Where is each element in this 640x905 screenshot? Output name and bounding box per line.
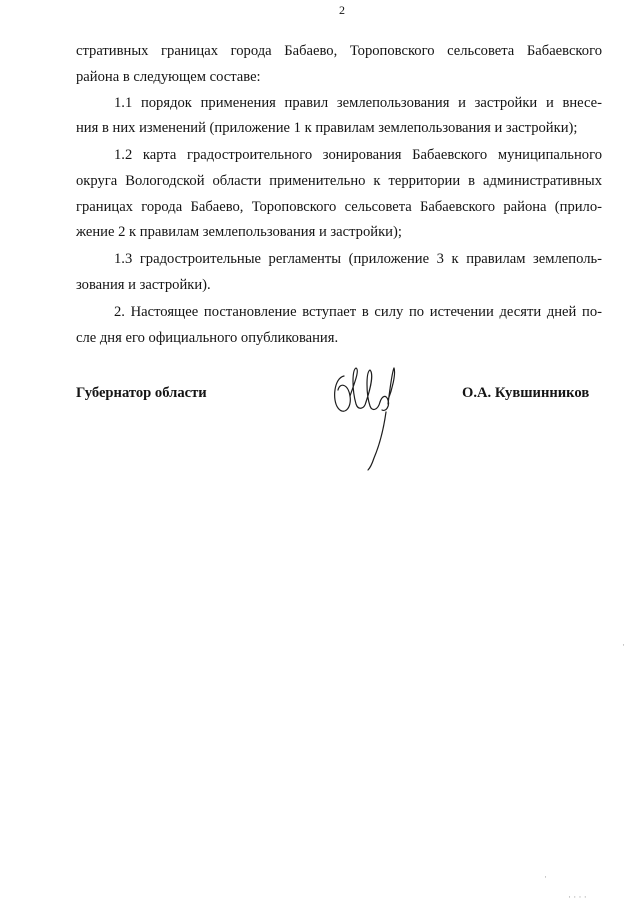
signatory-position: Губернатор области: [76, 385, 207, 401]
list-item-1-3-cont: зования и застройки).: [76, 277, 211, 293]
scan-speckle: · · · ·: [568, 892, 587, 902]
list-item-1-1-cont: ния в них изменений (приложение 1 к правилам землепользования и застройки);: [76, 120, 578, 136]
paragraph-line: района в следующем составе:: [76, 69, 261, 85]
page-number: 2: [339, 3, 345, 17]
scan-speckle: ·: [622, 640, 625, 650]
handwritten-signature: [326, 360, 402, 472]
list-item-1-3: 1.3 градостроительные регламенты (приложение 3 к правилам землеполь-: [114, 251, 602, 267]
list-item-1-2-cont: жение 2 к правилам землепользования и застройки);: [76, 224, 402, 240]
paragraph-line: стративных границах города Бабаево, Тороповского сельсовета Бабаевского: [76, 43, 602, 59]
scan-speckle: ·: [544, 872, 547, 882]
list-item-1-2-cont: округа Вологодской области применительно к территории в административных: [76, 173, 602, 189]
list-item-1-2: 1.2 карта градостроительного зонирования Бабаевского муниципального: [114, 147, 602, 163]
list-item-1-2-cont: границах города Бабаево, Тороповского сельсовета Бабаевского района (прило-: [76, 199, 602, 215]
paragraph-2: 2. Настоящее постановление вступает в силу по истечении десяти дней по-: [114, 304, 602, 320]
list-item-1-1: 1.1 порядок применения правил землепользования и застройки и внесе-: [114, 95, 602, 111]
signatory-name: О.А. Кувшинников: [462, 385, 590, 401]
paragraph-2-cont: сле дня его официального опубликования.: [76, 330, 339, 346]
